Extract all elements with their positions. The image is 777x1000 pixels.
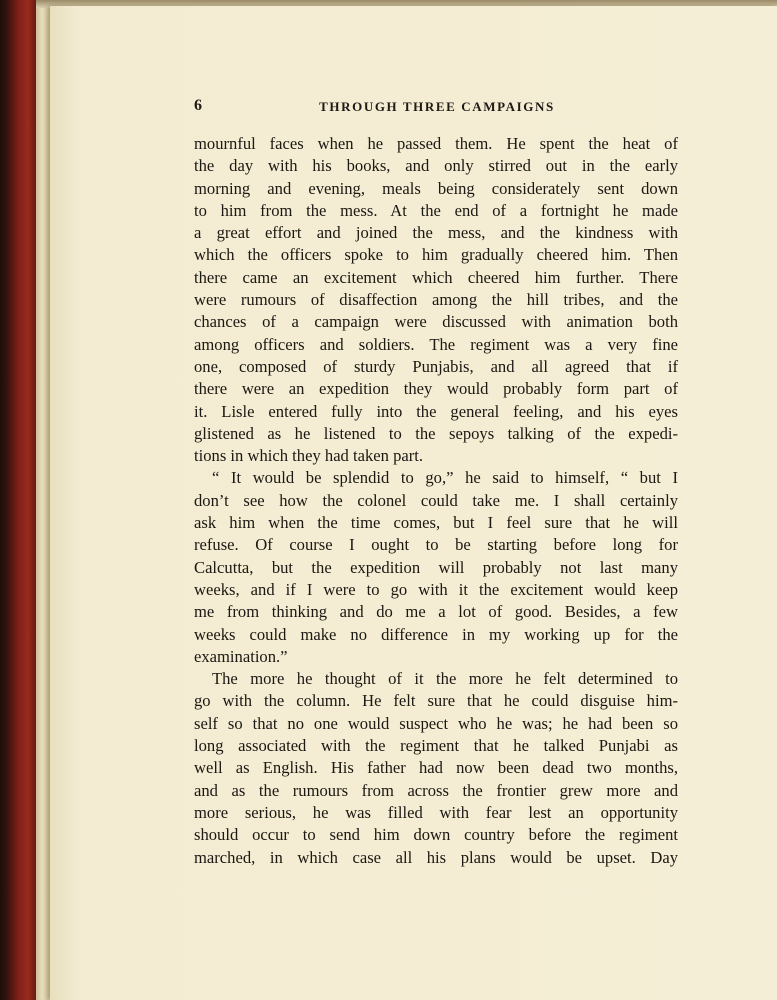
text-line: tions in which they had taken part. [194,446,424,466]
text-line: chances of a campaign were discussed with animation both [194,312,678,332]
text-line: marched, in which case all his plans would be upset. Day [194,847,678,867]
text-line: weeks, and if I were to go with it the excitement would keep [194,579,678,599]
text-line: there were an expedition they would probably form part of [194,379,678,399]
text-line: should occur to send him down country before the regiment [194,825,678,845]
text-line: ask him when the time comes, but I feel sure that he will [194,513,678,533]
page-number: 6 [194,97,202,114]
text-line: one, composed of sturdy Punjabis, and all agreed that if [194,356,678,376]
text-line: long associated with the regiment that he talked Punjabi as [194,736,678,756]
text-line: glistened as he listened to the sepoys talking of the expedi- [194,423,678,443]
text-line: and as the rumours from across the frontier grew more and [194,780,678,800]
text-line: Calcutta, but the expedition will probably not last many [194,557,678,577]
text-line: well as English. His father had now been dead two months, [194,758,678,778]
text-line: The more he thought of it the more he felt determined to [212,669,678,689]
body-text [194,133,678,869]
text-line: there came an excitement which cheered him further. There [194,267,678,287]
text-line: me from thinking and do me a lot of good. Besides, a few [194,602,678,622]
text-line: “ It would be splendid to go,” he said to himself, “ but I [212,468,678,488]
text-line: the day with his books, and only stirred out in the early [194,156,678,176]
text-line: more serious, he was filled with fear lest an opportunity [194,802,678,822]
text-line: go with the column. He felt sure that he could disguise him- [194,691,678,711]
text-line: among officers and soldiers. The regiment was a very fine [194,334,678,354]
text-line: which the officers spoke to him gradually cheered him. Then [194,245,678,265]
text-line: it. Lisle entered fully into the general feeling, and his eyes [194,401,678,421]
text-line: mournful faces when he passed them. He spent the heat of [194,134,678,153]
page-header [194,97,680,119]
text-line: were rumours of disaffection among the hill tribes, and the [194,290,678,310]
text-line: don’t see how the colonel could take me. I shall certainly [194,490,678,510]
text-line: weeks could make no difference in my working up for the [194,624,678,644]
running-head: THROUGH THREE CAMPAIGNS [319,99,555,114]
text-line: morning and evening, meals being considerately sent down [194,178,678,198]
text-line: to him from the mess. At the end of a fortnight he made [194,200,678,220]
text-line: self so that no one would suspect who he was; he had been so [194,713,678,733]
text-line: refuse. Of course I ought to be starting before long for [194,535,678,555]
text-line: a great effort and joined the mess, and the kindness with [194,223,678,243]
book-cover-edge [0,0,40,1000]
text-line: examination.” [194,646,288,666]
